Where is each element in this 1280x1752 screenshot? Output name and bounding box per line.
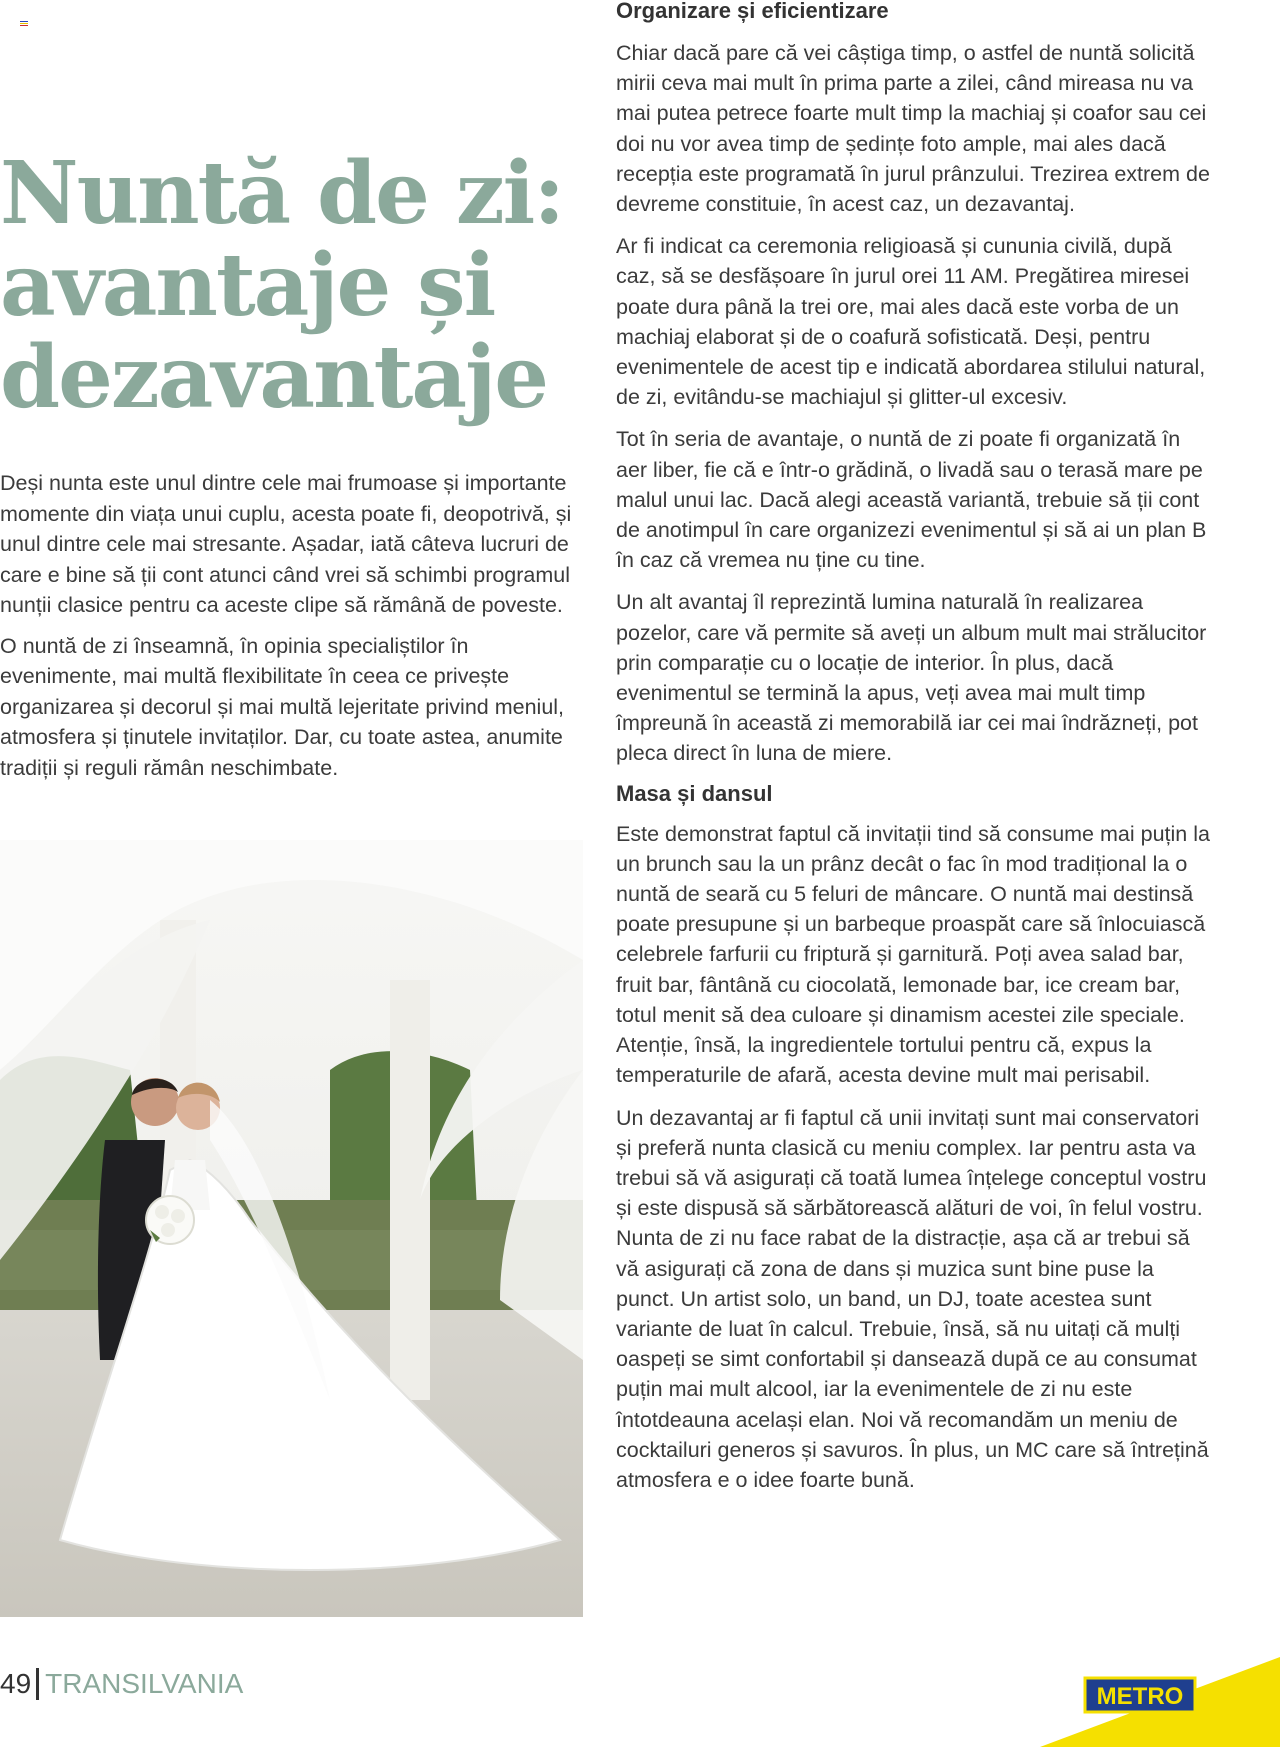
paragraph: Tot în seria de avantaje, o nuntă de zi poate fi organizată în aer liber, fie că e într-o grădină, o livadă sau o terasă mare pe malul unui lac. Dacă alegi această variantă, trebuie să ții cont de anotimpul în care organizezi evenimentul și să ai un plan B în caz că vremea nu ține cu tine. xyxy=(616,427,1207,573)
page-number: 49 xyxy=(0,1668,32,1699)
paragraph: Ar fi indicat ca ceremonia religioasă și cununia civilă, după caz, să se desfășoare în jurul orei 11 AM. Pregătirea miresei poate dura până la trei ore, mai ales dacă este vorba de un machiaj elaborat și de o coafură sofisticată. Deși, pentru evenimentele de acest tip e indicată abordarea stilului natural, de zi, evitându-se machiajul și glitter-ul excesiv. xyxy=(616,234,1206,410)
section-heading: Organizare și eficientizare xyxy=(616,0,889,23)
paragraph: Un dezavantaj ar fi faptul că unii invitați sunt mai conservatori și preferă nunta clasică cu meniu complex. Iar pentru asta va trebui să vă asigurați că toată lumea înțelege conceptul vostru și este dispusă să sărbătorească alături de voi, în felul vostru. Nunta de zi nu face rabat de la distracție, așa că ar trebui să vă asigurați că zona de dans și muzica sunt bine puse la punct. Un artist solo, un band, un DJ, toate acestea sunt variante de luat în calcul. Trebuie, însă, să nu uitați că mulți oaspeți se simt confortabil și dansează după ce au consumat puțin mai mult alcool, iar la evenimentele de zi nu este întotdeauna același elan. Noi vă recomandăm un meniu de cocktailuri generos și savuros. În plus, un MC care să întrețină atmosfera e o idee foarte bună. xyxy=(616,1105,1209,1492)
page-footer xyxy=(0,1664,243,1704)
metro-logo xyxy=(950,1657,1280,1747)
wedding-photo xyxy=(0,840,583,1617)
paragraph: Chiar dacă pare că vei câștiga timp, o astfel de nuntă solicită mirii ceva mai mult în prima parte a zilei, când mireasa nu va mai putea petrece foarte mult timp la machiaj și coafor sau cei doi nu vor avea timp de ședințe foto ample, mai ales dacă recepția este programată în jurul prânzului. Trezirea extrem de devreme constituie, în acest caz, un dezavantaj. xyxy=(616,41,1210,217)
intro-paragraph: Deși nunta este unul dintre cele mai frumoase și importante momente din viața unui cuplu, acesta poate fi, deopotrivă, și unul dintre cele mai stresante. Așadar, iată câteva lucruri de care e bine să ții cont atunci când vrei să schimbi programul nunții clasice pentru ca aceste clipe să rămână de poveste. xyxy=(0,471,572,617)
flag-icon xyxy=(20,21,28,26)
intro-paragraph: O nuntă de zi înseamnă, în opinia specialiștilor în evenimente, mai multă flexibilitate în ceea ce privește organizarea și decorul și mai multă lejeritate privind meniul, atmosfera și ținutele invitaților. Dar, cu toate astea, anumite tradiții și reguli rămân neschimbate. xyxy=(0,633,565,780)
footer-divider xyxy=(36,1668,39,1700)
paragraph: Un alt avantaj îl reprezintă lumina naturală în realizarea pozelor, care vă permite să aveți un album mult mai strălucitor prin comparație cu o locație de interior. În plus, dacă evenimentul se termină la apus, veți avea mai mult timp împreună în această zi memorabilă iar cei mai îndrăzneți, pot pleca direct în luna de miere. xyxy=(616,590,1207,766)
section-body xyxy=(616,38,1216,1507)
magazine-name: TRANSILVANIA xyxy=(45,1668,244,1699)
paragraph: Este demonstrat faptul că invitații tind să consume mai puțin la un brunch sau la un prânz decât o fac în mod tradițional la o nuntă de seară cu 5 feluri de mâncare. O nuntă mai destinsă poate presupune și un barbeque proaspăt care să înlocuiască celebrele farfurii cu friptură și garnitură. Poți avea salad bar, fruit bar, fântână cu ciocolată, lemonade bar, ice cream bar, totul menit să dea culoare și dinamism acestei zile speciale. Atenție, însă, la ingredientele tortului pentru că, expus la temperaturile de afară, acesta devine mult mai perisabil. xyxy=(616,821,1210,1088)
section-heading: Masa și dansul xyxy=(616,780,773,806)
intro-column xyxy=(0,468,585,793)
article-title: Nuntă de zi: avantaje și dezavantaje xyxy=(0,143,564,428)
svg-text:METRO: METRO xyxy=(1096,1683,1184,1710)
